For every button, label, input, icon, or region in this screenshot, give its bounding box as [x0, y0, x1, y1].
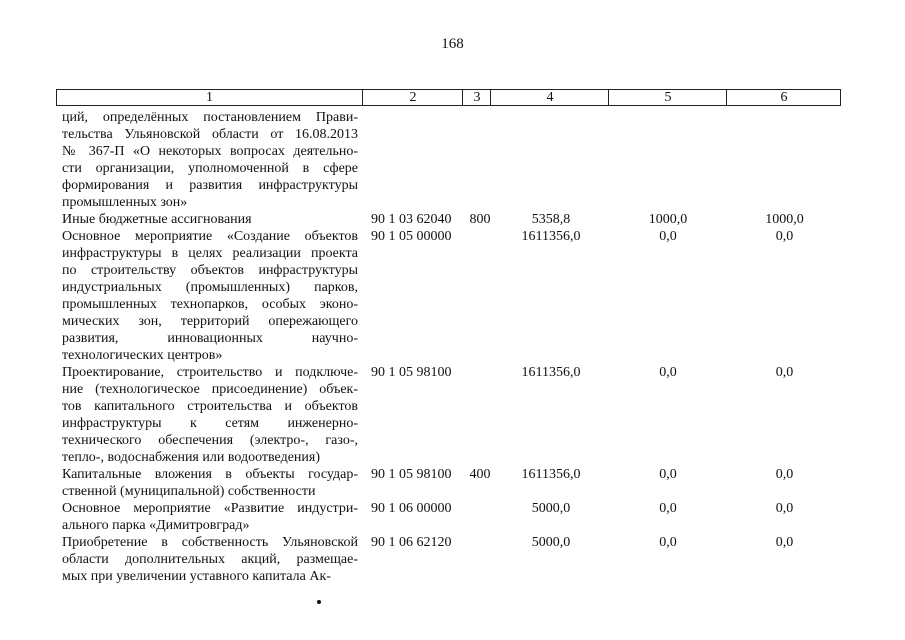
- row-description: [62, 211, 358, 228]
- row-expense-type: 400: [469, 467, 491, 482]
- row-description: [62, 228, 358, 364]
- row-code: 90 1 05 00000: [371, 229, 452, 244]
- row-code: 90 1 06 62120: [371, 535, 452, 550]
- row-value-2023: 1611356,0: [521, 365, 581, 380]
- row-expense-type: 800: [469, 212, 491, 227]
- row-value-2023: 5000,0: [531, 501, 571, 516]
- header-col-1: 1: [206, 90, 213, 105]
- row-description: [62, 500, 358, 534]
- row-description: [62, 466, 358, 500]
- scan-speck: [317, 600, 321, 604]
- table-row: [0, 109, 905, 211]
- row-value-2025: 1000,0: [765, 212, 804, 227]
- description-line: тепло-, водоснабжения или водоотведения): [62, 450, 320, 465]
- description-line: формирования и развития инфраструктуры: [62, 178, 358, 193]
- description-line: ние (технологическое присоединение) объек-: [62, 382, 358, 397]
- row-code: 90 1 05 98100: [371, 365, 452, 380]
- description-line: Иные бюджетные ассигнования: [62, 212, 252, 227]
- description-line: мых при увеличении уставного капитала Ак-: [62, 569, 331, 584]
- table-row: [0, 534, 905, 585]
- row-value-2025: 0,0: [775, 467, 794, 482]
- description-line: тельства Ульяновской области от 16.08.2013: [62, 127, 358, 142]
- description-line: области дополнительных акций, размещае-: [62, 552, 358, 567]
- description-line: тов капитального строительства и объектов: [62, 399, 358, 414]
- row-value-2023: 5000,0: [531, 535, 571, 550]
- table-row: [0, 228, 905, 364]
- row-description: [62, 364, 358, 466]
- row-value-2023: 5358,8: [531, 212, 571, 227]
- row-value-2023: 1611356,0: [521, 467, 581, 482]
- row-description: [62, 109, 358, 211]
- description-line: технологических центров»: [62, 348, 223, 363]
- row-value-2024: 0,0: [659, 229, 677, 244]
- header-col-4: 4: [490, 90, 609, 105]
- page-number: 168: [441, 36, 464, 52]
- row-value-2024: 1000,0: [648, 212, 688, 227]
- header-col-3: 3: [462, 90, 491, 105]
- table-body: [0, 109, 905, 585]
- description-line: сти организации, уполномоченной в сфере: [62, 161, 358, 176]
- header-col-5: 5: [608, 90, 727, 105]
- description-line: № 367-П «О некоторых вопросах деятельно-: [62, 144, 358, 159]
- description-line: развития, инновационных научно-: [62, 331, 358, 346]
- description-line: ций, определённых постановлением Прави-: [62, 110, 358, 125]
- header-col-6: 6: [726, 90, 841, 105]
- description-line: мических зон, территорий опережающего: [62, 314, 358, 329]
- row-code: 90 1 06 00000: [371, 501, 452, 516]
- row-value-2025: 0,0: [775, 229, 794, 244]
- description-line: промышленных зон»: [62, 195, 188, 210]
- row-value-2024: 0,0: [659, 535, 677, 550]
- row-value-2025: 0,0: [775, 535, 794, 550]
- row-value-2024: 0,0: [659, 467, 677, 482]
- row-code: 90 1 03 62040: [371, 212, 452, 227]
- description-line: ального парка «Димитровград»: [62, 518, 250, 533]
- description-line: технического обеспечения (электро-, газо-,: [62, 433, 358, 448]
- table-row: [0, 364, 905, 466]
- row-value-2025: 0,0: [775, 501, 794, 516]
- description-line: инфраструктуры в целях реализации проекта: [62, 246, 358, 261]
- description-line: Основное мероприятие «Создание объектов: [62, 229, 358, 244]
- table-row: [0, 211, 905, 228]
- description-line: Проектирование, строительство и подключе-: [62, 365, 358, 380]
- row-description: [62, 534, 358, 585]
- description-line: промышленных технопарков, особых эконо-: [62, 297, 358, 312]
- description-line: Основное мероприятие «Развитие индустри-: [62, 501, 358, 516]
- row-value-2025: 0,0: [775, 365, 794, 380]
- row-code: 90 1 05 98100: [371, 467, 452, 482]
- description-line: Приобретение в собственность Ульяновской: [62, 535, 358, 550]
- description-line: индустриальных (промышленных) парков,: [62, 280, 358, 295]
- row-value-2023: 1611356,0: [521, 229, 581, 244]
- table-header-row: [56, 89, 841, 106]
- table-row: [0, 466, 905, 500]
- description-line: ственной (муниципальной) собственности: [62, 484, 316, 499]
- table-row: [0, 500, 905, 534]
- row-value-2024: 0,0: [659, 501, 677, 516]
- header-col-2: 2: [362, 90, 463, 105]
- description-line: Капитальные вложения в объекты государ-: [62, 467, 358, 482]
- row-value-2024: 0,0: [659, 365, 677, 380]
- description-line: инфраструктуры к сетям инженерно-: [62, 416, 358, 431]
- description-line: по строительству объектов инфраструктуры: [62, 263, 358, 278]
